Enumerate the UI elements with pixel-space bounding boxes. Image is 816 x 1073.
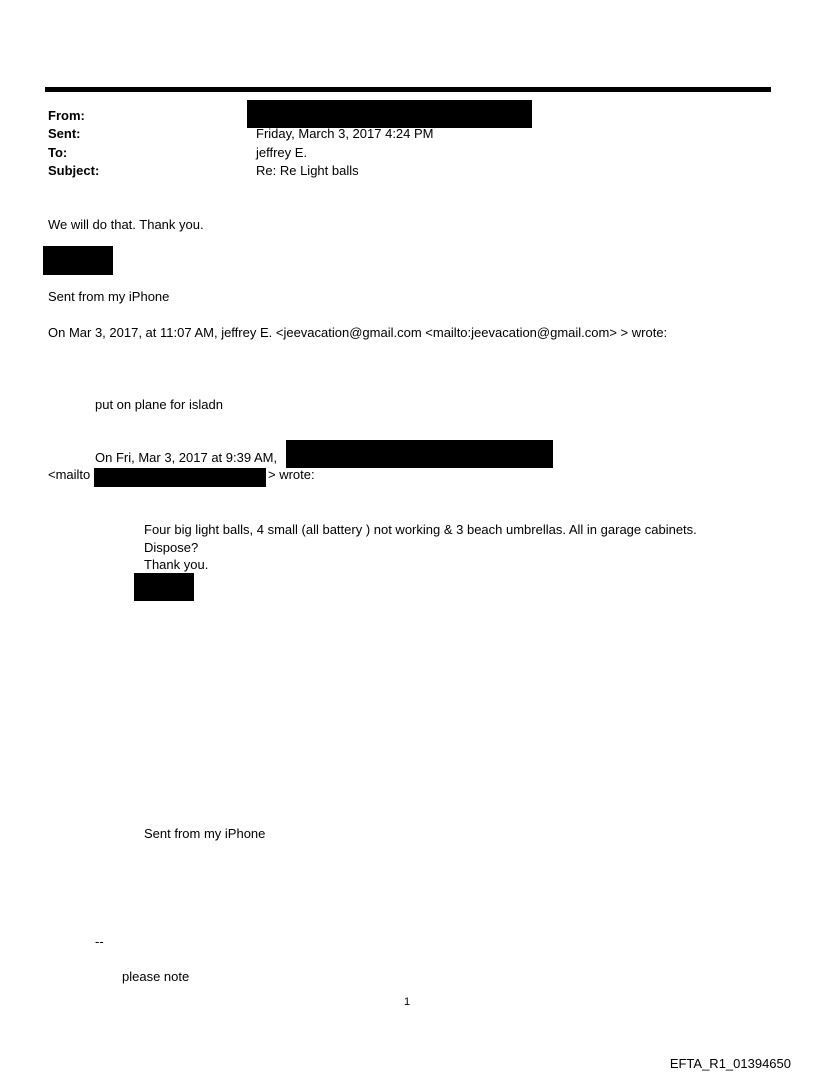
- reply-text: We will do that. Thank you.: [48, 217, 204, 232]
- nested-message-line-1: Four big light balls, 4 small (all battery ) not working & 3 beach umbrellas. All in garage cabinets.: [144, 522, 697, 537]
- redacted-nested-signature: [134, 573, 194, 601]
- to-label: To:: [48, 145, 68, 160]
- redacted-signature-name: [43, 246, 113, 275]
- document-id: EFTA_R1_01394650: [669, 1056, 791, 1071]
- nested-mailto-suffix: > wrote:: [268, 467, 315, 482]
- redacted-nested-mailto: [94, 468, 266, 487]
- redacted-nested-sender: [286, 440, 553, 468]
- header-rule: [45, 87, 771, 92]
- subject-label: Subject:: [48, 163, 100, 178]
- sent-label: Sent:: [48, 126, 81, 141]
- nested-message-line-3: Thank you.: [144, 557, 209, 572]
- nested-message-line-2: Dispose?: [144, 540, 199, 555]
- sent-value: Friday, March 3, 2017 4:24 PM: [256, 126, 434, 141]
- nested-mailto-prefix: <mailto: [48, 467, 91, 482]
- quote-intro: On Mar 3, 2017, at 11:07 AM, jeffrey E. <jeevacation@gmail.com <mailto:jeevacation@gmail.com> > wrote:: [48, 325, 668, 340]
- please-note-text: please note: [122, 969, 190, 984]
- redacted-from-address: [247, 100, 532, 128]
- quoted-reply: put on plane for isladn: [95, 397, 223, 412]
- nested-quote-intro: On Fri, Mar 3, 2017 at 9:39 AM,: [95, 450, 278, 465]
- to-value: jeffrey E.: [256, 145, 308, 160]
- nested-signature-sent-from-iphone: Sent from my iPhone: [144, 826, 266, 841]
- from-label: From:: [48, 108, 85, 123]
- signature-dashes: --: [95, 934, 104, 949]
- signature-sent-from-iphone: Sent from my iPhone: [48, 289, 170, 304]
- page-number: 1: [404, 996, 411, 1008]
- subject-value: Re: Re Light balls: [256, 163, 359, 178]
